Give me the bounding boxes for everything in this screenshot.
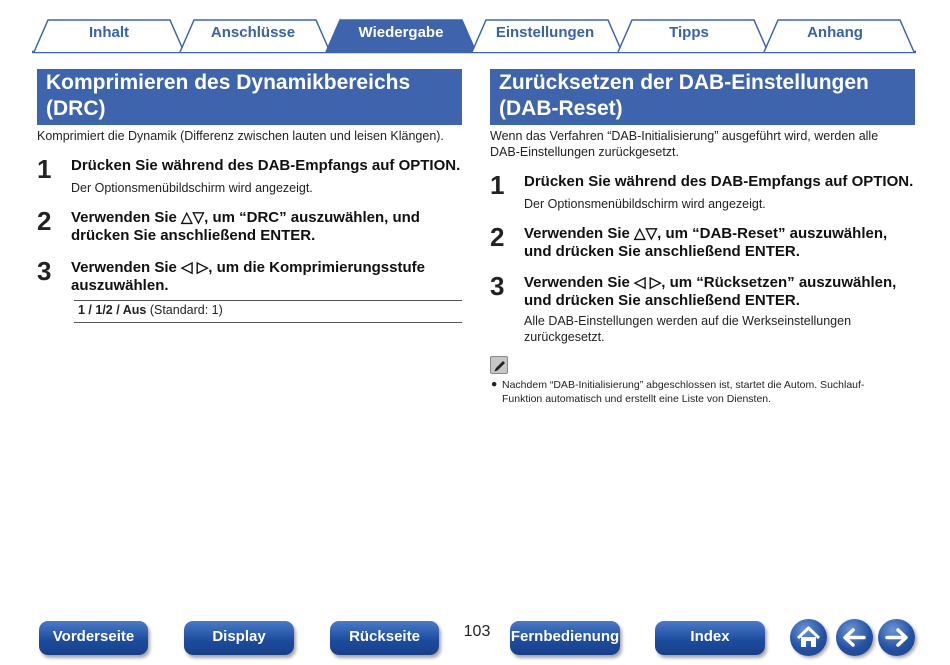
step-description: zurückgesetzt. xyxy=(524,330,605,344)
tab-einstellungen[interactable]: Einstellungen xyxy=(495,24,595,41)
index-button[interactable]: Index xyxy=(655,621,765,655)
options-table xyxy=(74,300,462,323)
note-bullet: ● xyxy=(491,378,498,390)
remote-control-button[interactable]: Fernbedienung xyxy=(510,621,620,655)
pencil-note-icon xyxy=(490,356,508,374)
home-button[interactable] xyxy=(790,619,827,656)
step-number: 2 xyxy=(37,206,52,236)
step-description: Alle DAB-Einstellungen werden auf die Werkseinstellungen xyxy=(524,314,852,328)
step-title: drücken Sie anschließend ENTER. xyxy=(71,227,316,244)
step-title: Drücken Sie während des DAB-Empfangs auf OPTION. xyxy=(524,173,914,190)
tab-wiedergabe[interactable]: Wiedergabe xyxy=(358,24,444,41)
step-number: 3 xyxy=(490,271,505,301)
step-number: 1 xyxy=(37,154,52,184)
step-title: und drücken Sie anschließend ENTER. xyxy=(524,243,800,260)
step-title: Verwenden Sie △▽, um “DAB-Reset” auszuwählen, xyxy=(524,225,888,242)
tab-bar xyxy=(32,18,916,54)
section-heading-line: (DRC) xyxy=(46,97,106,120)
step-number: 1 xyxy=(490,170,505,200)
page-number: 103 xyxy=(463,623,491,640)
tab-anschluesse[interactable]: Anschlüsse xyxy=(210,24,296,41)
step-title: Verwenden Sie ◁ ▷, um “Rücksetzen” auszuwählen, xyxy=(524,274,897,291)
back-button[interactable] xyxy=(836,619,873,656)
step-number: 3 xyxy=(37,256,52,286)
step-title: Verwenden Sie ◁ ▷, um die Komprimierungsstufe xyxy=(71,259,425,276)
step-title: auszuwählen. xyxy=(71,277,169,294)
section-intro: DAB-Einstellungen zurückgesetzt. xyxy=(490,145,679,159)
arrow-right-icon xyxy=(878,619,915,656)
section-intro: Komprimiert die Dynamik (Differenz zwischen lauten und leisen Klängen). xyxy=(37,129,444,143)
section-heading-line: Zurücksetzen der DAB-Einstellungen xyxy=(499,71,869,94)
note-line: Funktion automatisch und erstellt eine Liste von Diensten. xyxy=(502,393,772,405)
forward-button[interactable] xyxy=(878,619,915,656)
section-intro: Wenn das Verfahren “DAB-Initialisierung” ausgeführt wird, werden alle xyxy=(490,129,879,143)
section-heading-drc xyxy=(37,69,462,125)
home-icon xyxy=(790,619,827,656)
section-heading-line: Komprimieren des Dynamikbereichs xyxy=(46,71,411,94)
front-panel-button[interactable]: Vorderseite xyxy=(39,621,148,655)
section-heading-dab-reset xyxy=(490,69,915,125)
step-title: Verwenden Sie △▽, um “DRC” auszuwählen, und xyxy=(71,209,420,226)
note-text xyxy=(502,378,902,406)
rear-panel-button[interactable]: Rückseite xyxy=(330,621,439,655)
options-values: 1 / 1/2 / Aus xyxy=(78,303,147,317)
options-default: (Standard: 1) xyxy=(149,303,223,317)
tab-tipps[interactable]: Tipps xyxy=(669,24,709,41)
note-line: Nachdem “DAB-Initialisierung” abgeschlossen ist, startet die Autom. Suchlauf- xyxy=(502,379,865,391)
step-title: Drücken Sie während des DAB-Empfangs auf OPTION. xyxy=(71,157,461,174)
step-description: Der Optionsmenübildschirm wird angezeigt. xyxy=(524,197,766,211)
arrow-left-icon xyxy=(836,619,873,656)
step-description: Der Optionsmenübildschirm wird angezeigt. xyxy=(71,181,313,195)
step-number: 2 xyxy=(490,222,505,252)
tab-inhalt[interactable]: Inhalt xyxy=(89,24,129,41)
step-title: und drücken Sie anschließend ENTER. xyxy=(524,292,800,309)
tab-anhang[interactable]: Anhang xyxy=(807,24,863,41)
section-heading-line: (DAB-Reset) xyxy=(499,97,623,120)
display-button[interactable]: Display xyxy=(184,621,294,655)
